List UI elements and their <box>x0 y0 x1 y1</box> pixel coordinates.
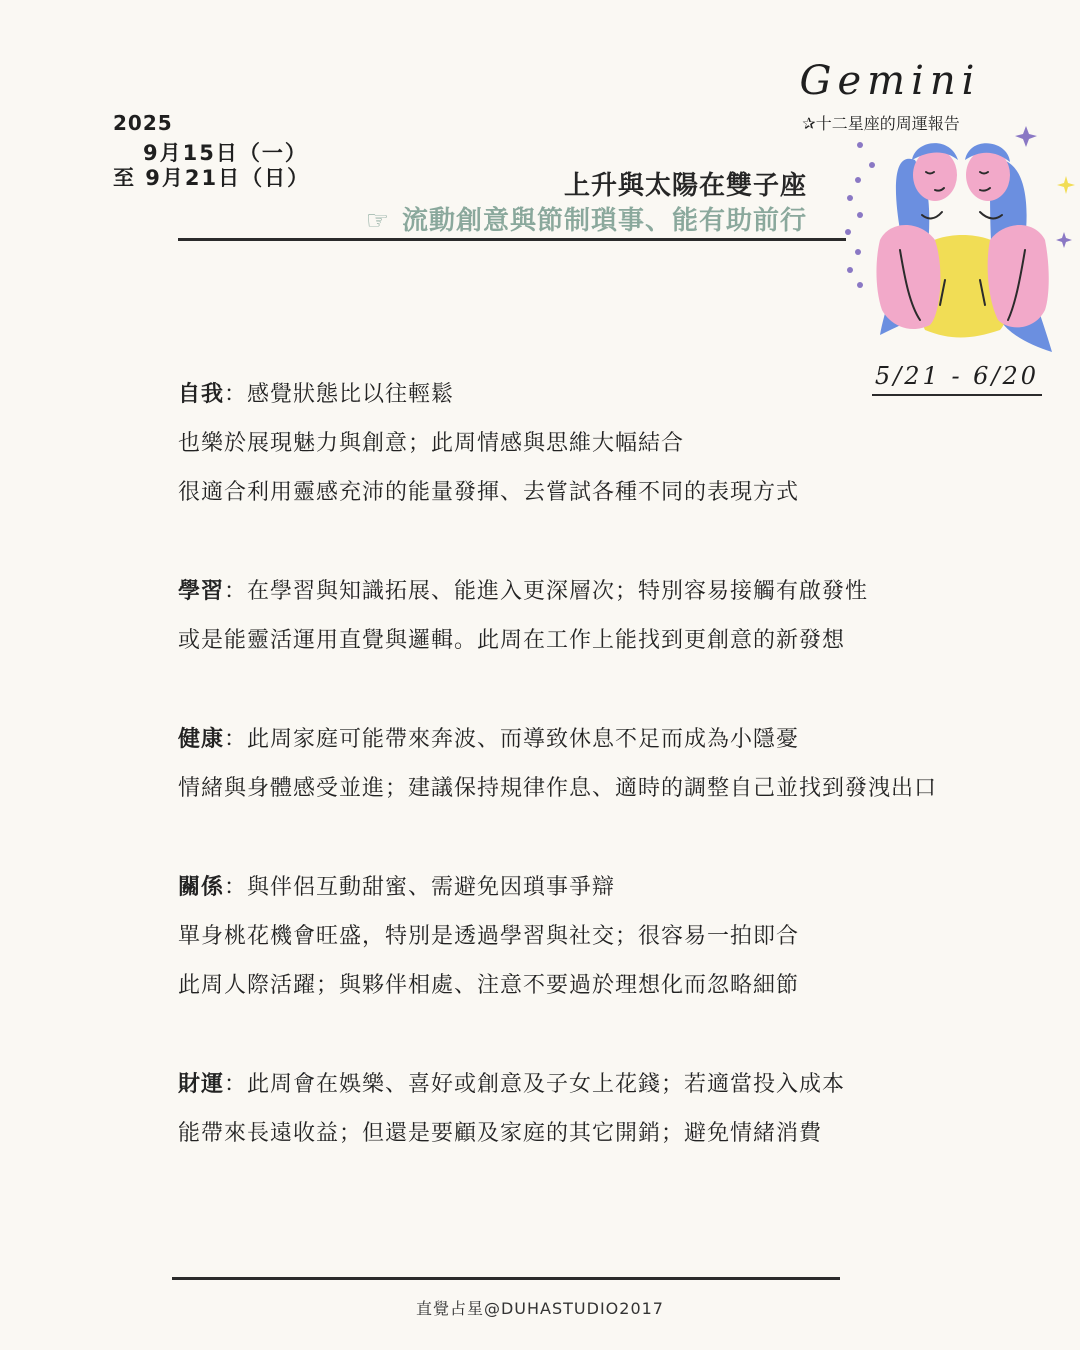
section-health <box>178 715 1058 813</box>
footer-credit: 直覺占星@DUHASTUDIO2017 <box>415 1299 664 1318</box>
section-line: 也樂於展現魅力與創意；此周情感與思維大幅結合 <box>178 431 685 456</box>
forecast-body <box>178 370 1058 1208</box>
separator: ： <box>224 727 248 752</box>
section-line: 情緒與身體感受並進；建議保持規律作息、適時的調整自己並找到發洩出口 <box>178 776 938 801</box>
section-self <box>178 370 1058 517</box>
section-title: 自我 <box>178 382 225 407</box>
section-text: 此周會在娛樂、喜好或創意及子女上花錢；若適當投入成本 <box>247 1072 846 1097</box>
section-line: 很適合利用靈感充沛的能量發揮、去嘗試各種不同的表現方式 <box>178 480 800 505</box>
section-wealth <box>178 1060 1058 1158</box>
section-text: 與伴侶互動甜蜜、需避免因瑣事爭辯 <box>247 875 616 900</box>
date-range: 5/21 - 6/20 <box>874 362 1040 390</box>
section-line: 或是能靈活運用直覺與邏輯。此周在工作上能找到更創意的新發想 <box>178 628 846 653</box>
section-title: 財運 <box>178 1072 225 1097</box>
report-label: ✰十二星座的周運報告 <box>802 114 960 133</box>
year: 2025 <box>113 111 173 135</box>
section-first-line <box>178 863 1058 912</box>
sign-name: Gemini <box>799 58 981 104</box>
section-title: 關係 <box>178 875 225 900</box>
section-text: 在學習與知識拓展、能進入更深層次；特別容易接觸有啟發性 <box>247 579 869 604</box>
separator: ： <box>224 382 248 407</box>
section-first-line <box>178 567 1058 616</box>
section-first-line <box>178 1060 1058 1109</box>
section-line: 此周人際活躍；與夥伴相處、注意不要過於理想化而忽略細節 <box>178 973 800 998</box>
section-line: 單身桃花機會旺盛，特別是透過學習與社交；很容易一拍即合 <box>178 924 800 949</box>
section-relationship <box>178 863 1058 1010</box>
separator: ： <box>224 579 248 604</box>
section-study <box>178 567 1058 665</box>
footer-divider <box>172 1277 840 1280</box>
headline: 上升與太陽在雙子座 <box>563 171 807 201</box>
separator: ： <box>224 875 248 900</box>
gemini-twins-illustration <box>840 120 1080 370</box>
section-title: 健康 <box>178 727 225 752</box>
section-first-line <box>178 370 1058 419</box>
section-line: 能帶來長遠收益；但還是要顧及家庭的其它開銷；避免情緒消費 <box>178 1121 823 1146</box>
section-title: 學習 <box>178 579 225 604</box>
pointing-hand-icon: ☞ <box>365 206 390 236</box>
date-from: 9月15日（一） <box>143 141 308 165</box>
separator: ： <box>224 1072 248 1097</box>
section-first-line <box>178 715 1058 764</box>
header-divider <box>178 238 846 241</box>
section-text: 此周家庭可能帶來奔波、而導致休息不足而成為小隱憂 <box>247 727 800 752</box>
subline <box>240 200 807 237</box>
date-to: 至 9月21日（日） <box>113 166 311 190</box>
section-text: 感覺狀態比以往輕鬆 <box>247 382 455 407</box>
subline-text: 流動創意與節制瑣事、能有助前行 <box>401 206 807 236</box>
